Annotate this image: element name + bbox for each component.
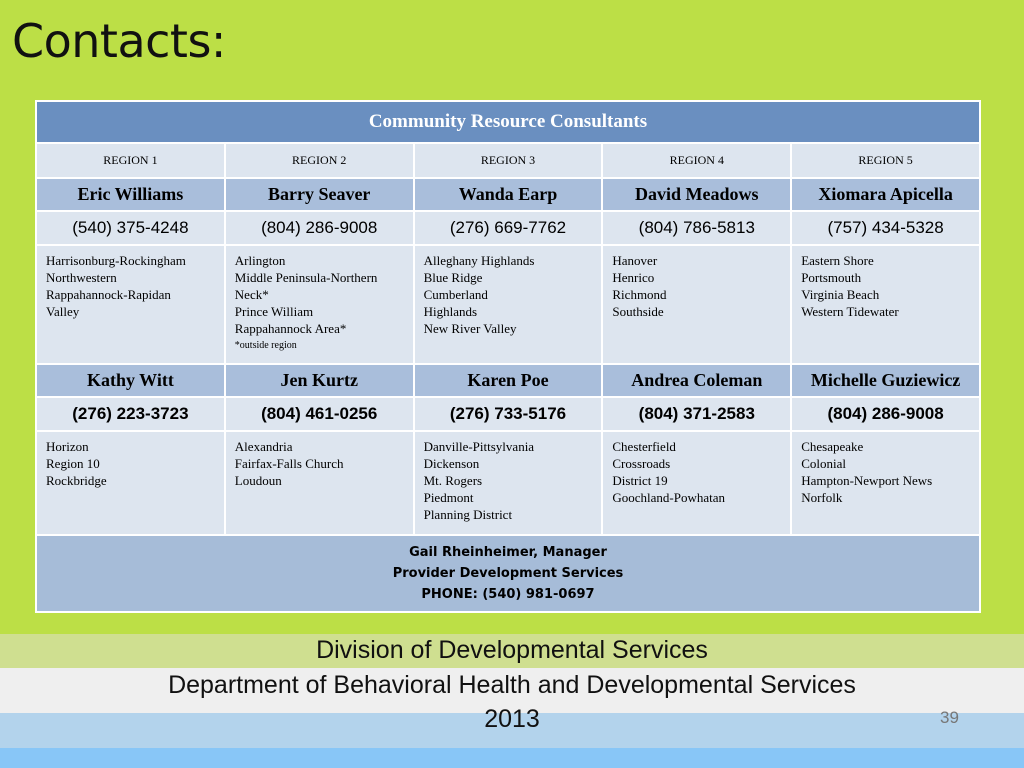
consultant-name: Barry Seaver — [225, 178, 414, 211]
service-area: District 19 — [612, 473, 668, 488]
service-area: Piedmont — [423, 490, 474, 505]
service-area: Prince William — [234, 304, 314, 319]
service-areas — [414, 431, 603, 535]
table-heading: Community Resource Consultants — [36, 101, 980, 143]
consultant-name: David Meadows — [602, 178, 791, 211]
consultant-name: Eric Williams — [36, 178, 225, 211]
service-area: Fairfax-Falls Church — [234, 456, 344, 471]
service-area: Southside — [612, 304, 664, 319]
service-area: Goochland-Powhatan — [612, 490, 726, 505]
service-areas — [602, 431, 791, 535]
service-areas — [791, 245, 980, 364]
service-area: Harrisonburg-Rockingham — [46, 253, 186, 268]
consultant-name: Andrea Coleman — [602, 364, 791, 397]
service-area: Chesterfield — [612, 439, 676, 454]
service-areas — [602, 245, 791, 364]
service-area: Henrico — [612, 270, 655, 285]
service-area: Richmond — [612, 287, 667, 302]
service-area: Cumberland — [423, 287, 488, 302]
service-area: Alexandria — [234, 439, 293, 454]
manager-dept: Provider Development Services — [392, 566, 624, 581]
consultant-name: Xiomara Apicella — [791, 178, 980, 211]
manager-contact — [36, 535, 980, 612]
outside-region-note: *outside region — [234, 340, 297, 351]
department-name: Department of Behavioral Health and Developmental Services — [168, 671, 856, 699]
service-area: Western Tidewater — [801, 304, 899, 319]
service-area: Hanover — [612, 253, 658, 268]
consultant-name: Karen Poe — [414, 364, 603, 397]
consultant-name: Wanda Earp — [414, 178, 603, 211]
service-areas — [225, 245, 414, 364]
service-area: Mt. Rogers — [423, 473, 483, 488]
manager-name: Gail Rheinheimer, Manager — [409, 545, 607, 560]
region-header: REGION 1 — [36, 143, 225, 178]
consultant-phone: (757) 434-5328 — [791, 211, 980, 245]
consultant-phone: (276) 223-3723 — [36, 397, 225, 431]
service-areas — [36, 431, 225, 535]
consultant-name: Kathy Witt — [36, 364, 225, 397]
service-area: Valley — [46, 304, 80, 319]
service-area: Loudoun — [234, 473, 282, 488]
service-area: Portsmouth — [801, 270, 862, 285]
service-area: New River Valley — [423, 321, 517, 336]
service-area: Alleghany Highlands — [423, 253, 535, 268]
service-area: Horizon — [46, 439, 89, 454]
service-area: Highlands — [423, 304, 478, 319]
service-area: Hampton-Newport News — [801, 473, 933, 488]
service-area: Eastern Shore — [801, 253, 874, 268]
consultant-phone: (276) 733-5176 — [414, 397, 603, 431]
contacts-table — [35, 100, 981, 613]
service-area: Region 10 — [46, 456, 100, 471]
service-area: Rappahannock Area* — [234, 321, 347, 336]
service-areas — [225, 431, 414, 535]
service-area: Dickenson — [423, 456, 480, 471]
consultant-name: Jen Kurtz — [225, 364, 414, 397]
service-area: Danville-Pittsylvania — [423, 439, 535, 454]
service-area: Blue Ridge — [423, 270, 483, 285]
service-area: Middle Peninsula-Northern — [234, 270, 378, 285]
service-area: Virginia Beach — [801, 287, 880, 302]
service-areas — [791, 431, 980, 535]
consultant-phone: (276) 669-7762 — [414, 211, 603, 245]
service-area: Rappahannock-Rapidan — [46, 287, 171, 302]
service-area: Chesapeake — [801, 439, 864, 454]
division-name: Division of Developmental Services — [316, 636, 708, 664]
consultant-phone: (804) 286-9008 — [225, 211, 414, 245]
consultant-name: Michelle Guziewicz — [791, 364, 980, 397]
consultant-phone: (804) 461-0256 — [225, 397, 414, 431]
region-header: REGION 3 — [414, 143, 603, 178]
consultant-phone: (804) 786-5813 — [602, 211, 791, 245]
manager-phone: PHONE: (540) 981-0697 — [421, 587, 595, 602]
service-areas — [414, 245, 603, 364]
region-header: REGION 4 — [602, 143, 791, 178]
service-area: Northwestern — [46, 270, 117, 285]
service-area: Rockbridge — [46, 473, 107, 488]
service-areas — [36, 245, 225, 364]
year: 2013 — [484, 705, 540, 733]
footer-band-blue — [0, 748, 1024, 768]
consultant-phone: (804) 286-9008 — [791, 397, 980, 431]
service-area: Norfolk — [801, 490, 843, 505]
consultant-phone: (540) 375-4248 — [36, 211, 225, 245]
service-area: Planning District — [423, 507, 513, 522]
slide-title: Contacts: — [12, 14, 226, 68]
service-area: Arlington — [234, 253, 286, 268]
page-number: 39 — [940, 708, 959, 727]
service-area: Colonial — [801, 456, 846, 471]
region-header: REGION 2 — [225, 143, 414, 178]
service-area: Crossroads — [612, 456, 671, 471]
consultant-phone: (804) 371-2583 — [602, 397, 791, 431]
service-area: Neck* — [234, 287, 269, 302]
region-header: REGION 5 — [791, 143, 980, 178]
